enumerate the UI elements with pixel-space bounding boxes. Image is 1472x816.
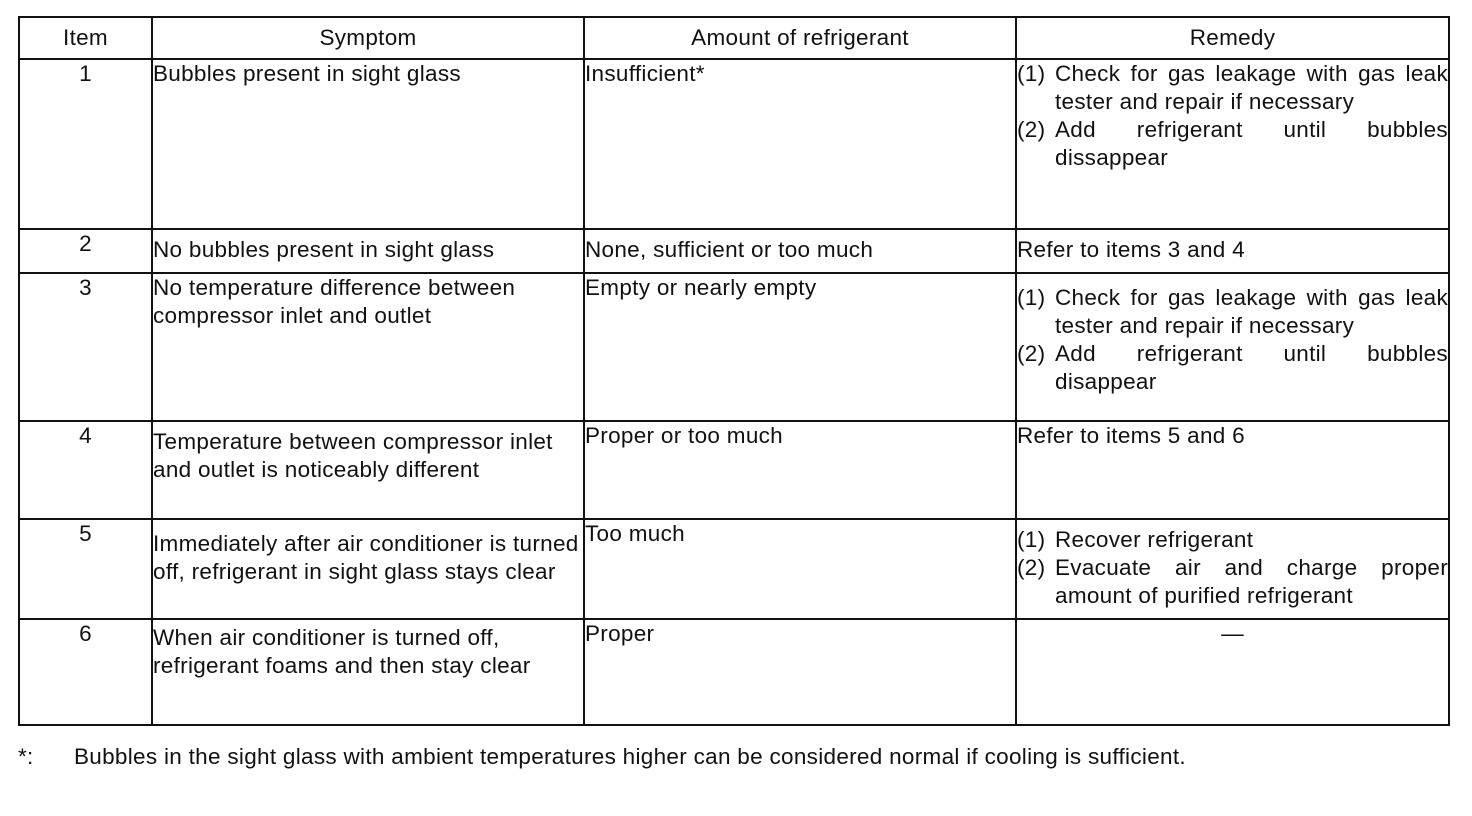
remedy-step [1017,554,1448,610]
footnote-text: Bubbles in the sight glass with ambient temperatures higher can be considered normal if cooling is sufficient. [74,744,1186,769]
refrigerant-diagnosis-table [18,16,1450,726]
symptom-cell: No temperature difference between compressor inlet and outlet [152,273,584,421]
header-symptom: Symptom [152,17,584,59]
header-amount: Amount of refrigerant [584,17,1016,59]
remedy-step-text: Recover refrigerant [1055,527,1254,552]
table-row [19,229,1449,273]
amount-cell: Empty or nearly empty [584,273,1016,421]
remedy-step-number: (1) [1017,285,1046,310]
amount-cell: Too much [584,519,1016,619]
remedy-step-text: Add refrigerant until bubbles dissappear [1055,117,1448,170]
remedy-step-number: (1) [1017,527,1046,552]
amount-cell: Insufficient* [584,59,1016,229]
remedy-step-number: (1) [1017,61,1046,86]
remedy-step-number: (2) [1017,117,1046,142]
amount-cell: Proper or too much [584,421,1016,519]
table-header-row [19,17,1449,59]
item-number: 1 [19,59,152,229]
remedy-cell: Refer to items 5 and 6 [1016,421,1449,519]
amount-cell: Proper [584,619,1016,725]
remedy-cell [1016,59,1449,229]
header-item: Item [19,17,152,59]
amount-cell: None, sufficient or too much [584,229,1016,273]
footnote [18,742,1448,772]
footnote-mark: *: [18,744,34,769]
remedy-step-text: Add refrigerant until bubbles disappear [1055,341,1448,394]
item-number: 6 [19,619,152,725]
remedy-step-text: Check for gas leakage with gas leak tester and repair if necessary [1055,61,1448,114]
table-row [19,519,1449,619]
remedy-step [1017,116,1448,172]
item-number: 3 [19,273,152,421]
symptom-cell: Immediately after air conditioner is turned off, refrigerant in sight glass stays clear [152,519,584,619]
symptom-cell: Temperature between compressor inlet and outlet is noticeably different [152,421,584,519]
table-row [19,273,1449,421]
item-number: 2 [19,229,152,273]
remedy-cell: Refer to items 3 and 4 [1016,229,1449,273]
symptom-cell: When air conditioner is turned off, refrigerant foams and then stay clear [152,619,584,725]
remedy-step [1017,60,1448,116]
document-page [18,16,1448,726]
remedy-step [1017,526,1448,554]
remedy-step-number: (2) [1017,555,1046,580]
symptom-cell: Bubbles present in sight glass [152,59,584,229]
remedy-cell: — [1016,619,1449,725]
table-row [19,59,1449,229]
header-remedy: Remedy [1016,17,1449,59]
remedy-step [1017,340,1448,396]
item-number: 5 [19,519,152,619]
table-row [19,421,1449,519]
remedy-cell [1016,519,1449,619]
remedy-step-text: Check for gas leakage with gas leak tester and repair if necessary [1055,285,1448,338]
remedy-step [1017,284,1448,340]
remedy-step-number: (2) [1017,341,1046,366]
symptom-cell: No bubbles present in sight glass [152,229,584,273]
table-row [19,619,1449,725]
item-number: 4 [19,421,152,519]
remedy-step-text: Evacuate air and charge proper amount of purified refrigerant [1055,555,1448,608]
remedy-cell [1016,273,1449,421]
